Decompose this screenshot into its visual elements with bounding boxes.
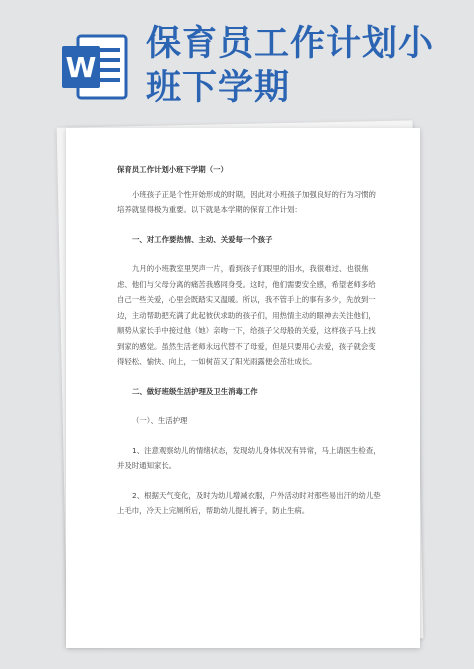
svg-text:W: W bbox=[65, 51, 97, 84]
document-body bbox=[117, 162, 381, 519]
subsection-heading-1: （一）、生活护理 bbox=[132, 416, 188, 425]
section-heading-1: 一、对工作要热情、主动、关爱每一个孩子 bbox=[132, 234, 273, 244]
page-title: 保育员工作计划小班下学期 bbox=[146, 24, 435, 108]
document-title: 保育员工作计划小班下学期（一） bbox=[117, 165, 228, 174]
intro-paragraph: 小班孩子正是个性开始形成的时期，因此对小班孩子加强良好的行为习惯的培养就显得极为重要。以下就是本学期的保育工作计划： bbox=[117, 189, 376, 214]
section-body-1: 九月的小班教室里哭声一片，看到孩子们眼里的泪水，我很难过、也很焦虑、他们与父母分离的痛苦我感同身受。这时，他们需要安全感，希望老师多给自己一些关爱，心里会既踏实又温暖。所以，我不管手上的事有多少，先放到一边，主动帮助把充满了此起彼伏求助的孩子们，用热情主动的眼神去关注他们，顺势从家长手中接过他（她）亲吻一下，给孩子父母般的关爱，这样孩子马上找到家的感觉。虽然生活老师永远代替不了母爱，但是只要用心去爱，孩子就会变得轻松、愉快、向上，一如树苗又了阳光雨露便会茁壮成长。 bbox=[117, 264, 376, 366]
list-item-1: 1、注意观察幼儿的情绪状态，发现幼儿身体状况有异常，马上请医生检查，并及时通知家长。 bbox=[117, 445, 381, 470]
list-item-2: 2、根据天气变化，及时为幼儿增减衣服，户外活动时对那些易出汗的幼儿垫上毛巾，冷天上完厕所后，帮助幼儿提扎裤子，防止生病。 bbox=[117, 490, 381, 515]
word-document-icon bbox=[58, 30, 132, 104]
section-heading-2: 二、做好班级生活护理及卫生消毒工作 bbox=[132, 386, 258, 396]
banner-header bbox=[0, 0, 474, 130]
document-page bbox=[66, 128, 420, 648]
